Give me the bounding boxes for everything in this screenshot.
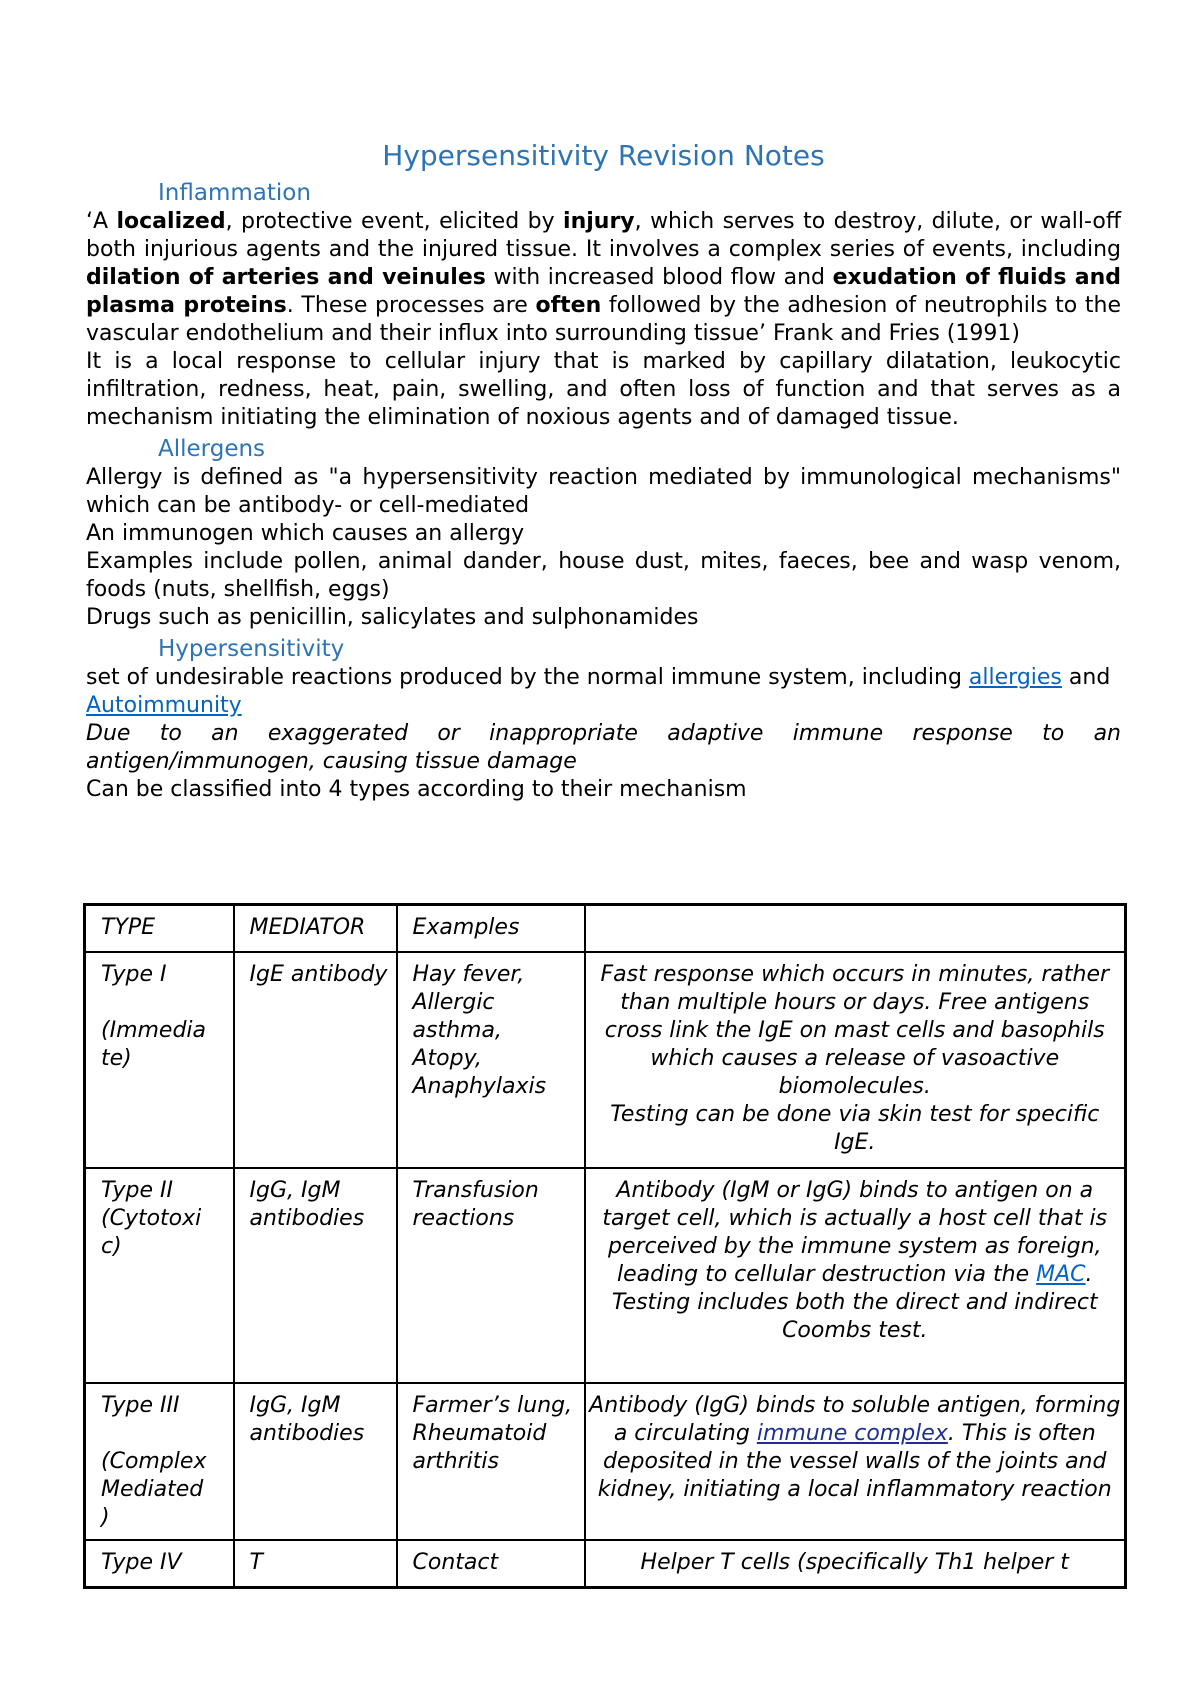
heading-hypersensitivity: Hypersensitivity	[158, 636, 345, 662]
allergy-definition: Allergy is defined as "a hypersensitivity reaction mediated by immunological mechanisms" which can be antibody- or cell-mediated	[86, 465, 1121, 518]
allergy-immunogen: An immunogen which causes an allergy	[86, 521, 525, 546]
examples-cell: Contact	[397, 1540, 585, 1588]
heading-allergens: Allergens	[158, 436, 266, 462]
immune-complex-link[interactable]: immune complex	[756, 1421, 948, 1446]
mediator-cell: IgG, IgM antibodies	[234, 1383, 397, 1540]
autoimmunity-link[interactable]: Autoimmunity	[86, 693, 242, 718]
examples-cell: Farmer’s lung, Rheumatoid arthritis	[397, 1383, 585, 1540]
hypersensitivity-types-table	[83, 903, 1127, 1589]
table-row	[85, 952, 1126, 1168]
examples-cell: Transfusion reactions	[397, 1168, 585, 1383]
mediator-cell: IgG, IgM antibodies	[234, 1168, 397, 1383]
hypersensitivity-classification: Can be classified into 4 types according to their mechanism	[86, 777, 747, 802]
type-cell: Type IV	[85, 1540, 234, 1588]
description-cell: Fast response which occurs in minutes, rather than multiple hours or days. Free antigens cross link the IgE on mast cells and basophils which causes a release of vasoactive biomolecules. Testing can be done via skin test for specific IgE.	[585, 952, 1126, 1168]
table-row	[85, 1383, 1126, 1540]
header-type: TYPE	[85, 905, 234, 953]
type-cell: Type I (Immedia te)	[85, 952, 234, 1168]
header-examples: Examples	[397, 905, 585, 953]
hypersensitivity-definition: set of undesirable reactions produced by the normal immune system, including allergies and Autoimmunity	[86, 665, 1111, 718]
heading-inflammation: Inflammation	[158, 180, 311, 206]
hypersensitivity-cause: Due to an exaggerated or inappropriate adaptive immune response to an antigen/immunogen, causing tissue damage	[86, 721, 1121, 774]
inflammation-definition: It is a local response to cellular injury that is marked by capillary dilatation, leukocytic infiltration, redness, heat, pain, swelling, and often loss of function and that serves as a mechanism initiating the elimination of noxious agents and of damaged tissue.	[86, 349, 1121, 430]
description-cell: Antibody (IgG) binds to soluble antigen, forming a circulating immune complex. This is often deposited in the vessel walls of the joints and kidney, initiating a local inflammatory reaction	[585, 1383, 1126, 1540]
inflammation-quote: ‘A localized, protective event, elicited by injury, which serves to destroy, dilute, or wall-off both injurious agents and the injured tissue. It involves a complex series of events, including dilation of arteries and veinules with increased blood flow and exudation of fluids and plasma proteins. These processes are often followed by the adhesion of neutrophils to the vascular endothelium and their influx into surrounding tissue’ Frank and Fries (1991)	[86, 209, 1122, 346]
mac-link[interactable]: MAC	[1036, 1262, 1086, 1287]
table-row	[85, 1540, 1126, 1588]
allergies-link[interactable]: allergies	[968, 665, 1062, 690]
page-title: Hypersensitivity Revision Notes	[382, 139, 825, 172]
type-cell: Type III (Complex Mediated )	[85, 1383, 234, 1540]
allergy-drugs: Drugs such as penicillin, salicylates and sulphonamides	[86, 605, 699, 630]
document-body	[86, 136, 1121, 804]
type-cell: Type II (Cytotoxi c)	[85, 1168, 234, 1383]
examples-cell: Hay fever, Allergic asthma, Atopy, Anaphylaxis	[397, 952, 585, 1168]
description-cell: Helper T cells (specifically Th1 helper t	[585, 1540, 1126, 1588]
mediator-cell: IgE antibody	[234, 952, 397, 1168]
table-row	[85, 1168, 1126, 1383]
header-mediator: MEDIATOR	[234, 905, 397, 953]
description-cell: Antibody (IgM or IgG) binds to antigen on a target cell, which is actually a host cell that is perceived by the immune system as foreign, leading to cellular destruction via the MAC. Testing includes both the direct and indirect Coombs test.	[585, 1168, 1126, 1383]
allergy-examples: Examples include pollen, animal dander, house dust, mites, faeces, bee and wasp venom, foods (nuts, shellfish, eggs)	[86, 549, 1121, 602]
table-header-row	[85, 905, 1126, 953]
header-description	[585, 905, 1126, 953]
mediator-cell: T	[234, 1540, 397, 1588]
